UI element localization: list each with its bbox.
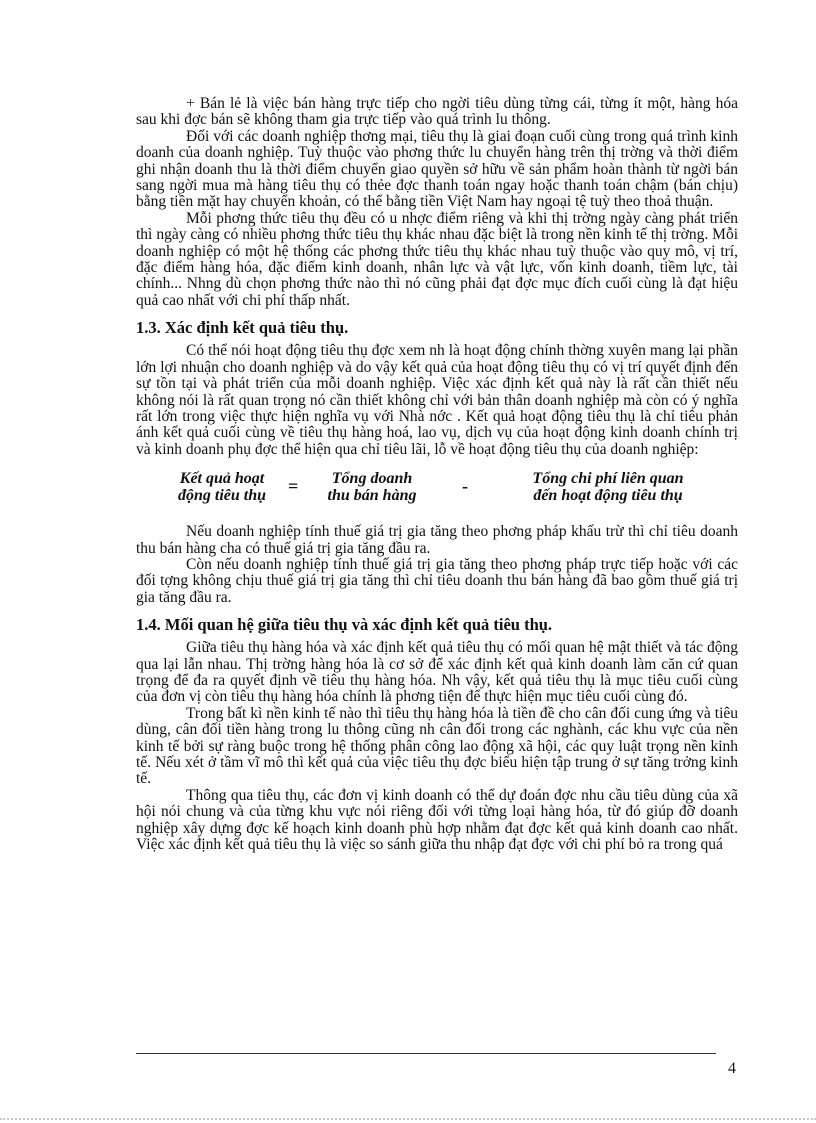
- page-number: 4: [728, 1060, 736, 1077]
- formula-term-revenue-line-2: thu bán hàng: [327, 487, 417, 505]
- formula-term-result: [162, 470, 282, 504]
- section-heading-1-4: 1.4. Mối quan hệ giữa tiêu thụ và xác định kết quả tiêu thụ.: [136, 615, 553, 635]
- section-heading-1-3: 1.3. Xác định kết quả tiêu thụ.: [136, 318, 349, 338]
- paragraph-relationship: Giữa tiêu thụ hàng hóa và xác định kết quả tiêu thụ có mối quan hệ mật thiết và tác động qua lại lẫn nhau. Thị trờng hàng hóa là cơ sở để xác định kết quả kinh doanh làm căn cứ quan trọng để đa ra quyết định về tiêu thụ hàng hóa. Nh vậy, kết quả tiêu thụ là mục tiêu cuối cùng của đơn vị còn tiêu thụ hàng hóa chính là phơng tiện để thực hiện mục tiêu cuối cùng đó.: [136, 639, 738, 706]
- formula-term-revenue: [312, 470, 432, 504]
- formula-term-revenue-line-1: Tổng doanh: [331, 470, 413, 488]
- formula-term-costs: [508, 470, 708, 504]
- formula-term-result-line-1: Kết quả hoạt: [179, 470, 265, 488]
- paragraph-result-determination: Có thể nói hoạt động tiêu thụ đợc xem nh là hoạt động chính thờng xuyên mang lại phần lớn lợi nhuận cho doanh nghiệp và do vậy kết quả của hoạt động tiêu thụ có vị trí quyết định đến sự tồn tại và phát triển của mỗi doanh nghiệp. Việc xác định kết quả này là rất cần thiết nếu không nói là rất quan trọng nó cần thiết không chỉ với bản thân doanh nghiệp mà còn có ý nghĩa rất lớn trong việc thực hiện nghĩa vụ với Nhà nớc . Kết quả hoạt động tiêu thụ là chỉ tiêu phản ánh kết quả cuối cùng về tiêu thụ hàng hoá, lao vụ, dịch vụ của hoạt động kinh doanh chính trị và kinh doanh phụ đợc thể hiện qua chỉ tiêu lãi, lỗ về hoạt động tiêu thụ của doanh nghiệp:: [136, 342, 738, 458]
- paragraph-sales-methods: Mỗi phơng thức tiêu thụ đều có u nhợc điểm riêng và khi thị trờng ngày càng phát triển thì ngày càng có nhiều phơng thức tiêu thụ khác nhau đặc biệt là trong nền kinh tế thị trờng. Mỗi doanh nghiệp có một hệ thống các phơng thức tiêu thụ khác nhau tuỳ thuộc vào quy mô, vị trí, đặc điểm hàng hóa, đặc điểm kinh doanh, nhân lực và vật lực, vốn kinh doanh, tiềm lực, tài chính... Nhng dù chọn phơng thức nào thì nó cũng phải đạt đợc mục đích cuối cùng là đạt hiệu quả cao nhất với chi phí thấp nhất.: [136, 209, 738, 309]
- paragraph-trade-enterprises: Đối với các doanh nghiệp thơng mại, tiêu thụ là giai đoạn cuối cùng trong quá trình kinh doanh của doanh nghiệp. Tuỳ thuộc vào phơng thức lu chuyển hàng trên thị trờng và thời điểm ghi nhận doanh thu là thời điểm chuyển giao quyền sở hữu về sản phẩm hoàn thành từ ngời bán sang ngời mua mà hàng tiêu thụ có thẻe đợc thanh toán ngay hoặc thanh toán chậm (bán chịu) bằng tiền mặt hay chuyển khoản, có thể bằng tiền Việt Nam hay ngoại tệ tuỳ theo thoả thuận.: [136, 127, 738, 211]
- formula: [136, 470, 738, 512]
- page-edge-divider: [0, 1118, 816, 1120]
- formula-term-result-line-2: động tiêu thụ: [177, 487, 267, 505]
- formula-term-costs-line-2: đến hoạt động tiêu thụ: [533, 487, 683, 505]
- formula-term-costs-line-1: Tổng chi phí liên quan: [532, 470, 684, 488]
- formula-equals-sign: =: [288, 476, 299, 497]
- paragraph-macro-economy: Trong bất kì nền kinh tế nào thì tiêu thụ hàng hóa là tiền đề cho cân đối cung ứng và tiêu dùng, cân đối tiền hàng trong lu thông cũng nh cân đối trong các nghành, các khu vực của nền kinh tế bởi sự ràng buộc trong hệ thống phân công lao động xã hội, các quy luật trọng nền kinh tế. Nếu xét ở tầm vĩ mô thì kết quả của việc tiêu thụ đợc biểu hiện tập trung ở sự tăng trởng kinh tế.: [136, 704, 738, 788]
- document-page: [136, 96, 738, 853]
- paragraph-retail: + Bán lẻ là việc bán hàng trực tiếp cho ngời tiêu dùng từng cái, từng ít một, hàng hóa sau khi đợc bán sẽ không tham gia trực tiếp vào quá trình lu thông.: [136, 95, 738, 129]
- paragraph-forecasting: Thông qua tiêu thụ, các đơn vị kinh doanh có thể dự đoán đợc nhu cầu tiêu dùng của xã hội nói chung và của từng khu vực nói riêng đối với từng loại hàng hóa, từ đó giúp đỡ doanh nghiệp xây dựng đợc kế hoạch kinh doanh phù hợp nhằm đạt đợc kết quả kinh doanh cao nhất. Việc xác định kết quả tiêu thụ là việc so sánh giữa thu nhập đạt đợc với chi phí bỏ ra trong quá: [136, 786, 738, 854]
- formula-minus-sign: -: [462, 476, 468, 497]
- footer-divider: [136, 1053, 716, 1054]
- paragraph-deduction-method: Nếu doanh nghiệp tính thuế giá trị gia tăng theo phơng pháp khấu trừ thì chỉ tiêu doanh thu bán hàng cha có thuế giá trị gia tăng đầu ra.: [136, 523, 738, 557]
- paragraph-direct-method: Còn nếu doanh nghiệp tính thuế giá trị gia tăng theo phơng pháp trực tiếp hoặc với các đối tợng không chịu thuế giá trị gia tăng thì chỉ tiêu doanh thu bán hàng đã bao gồm thuế giá trị gia tăng đầu ra.: [136, 555, 738, 606]
